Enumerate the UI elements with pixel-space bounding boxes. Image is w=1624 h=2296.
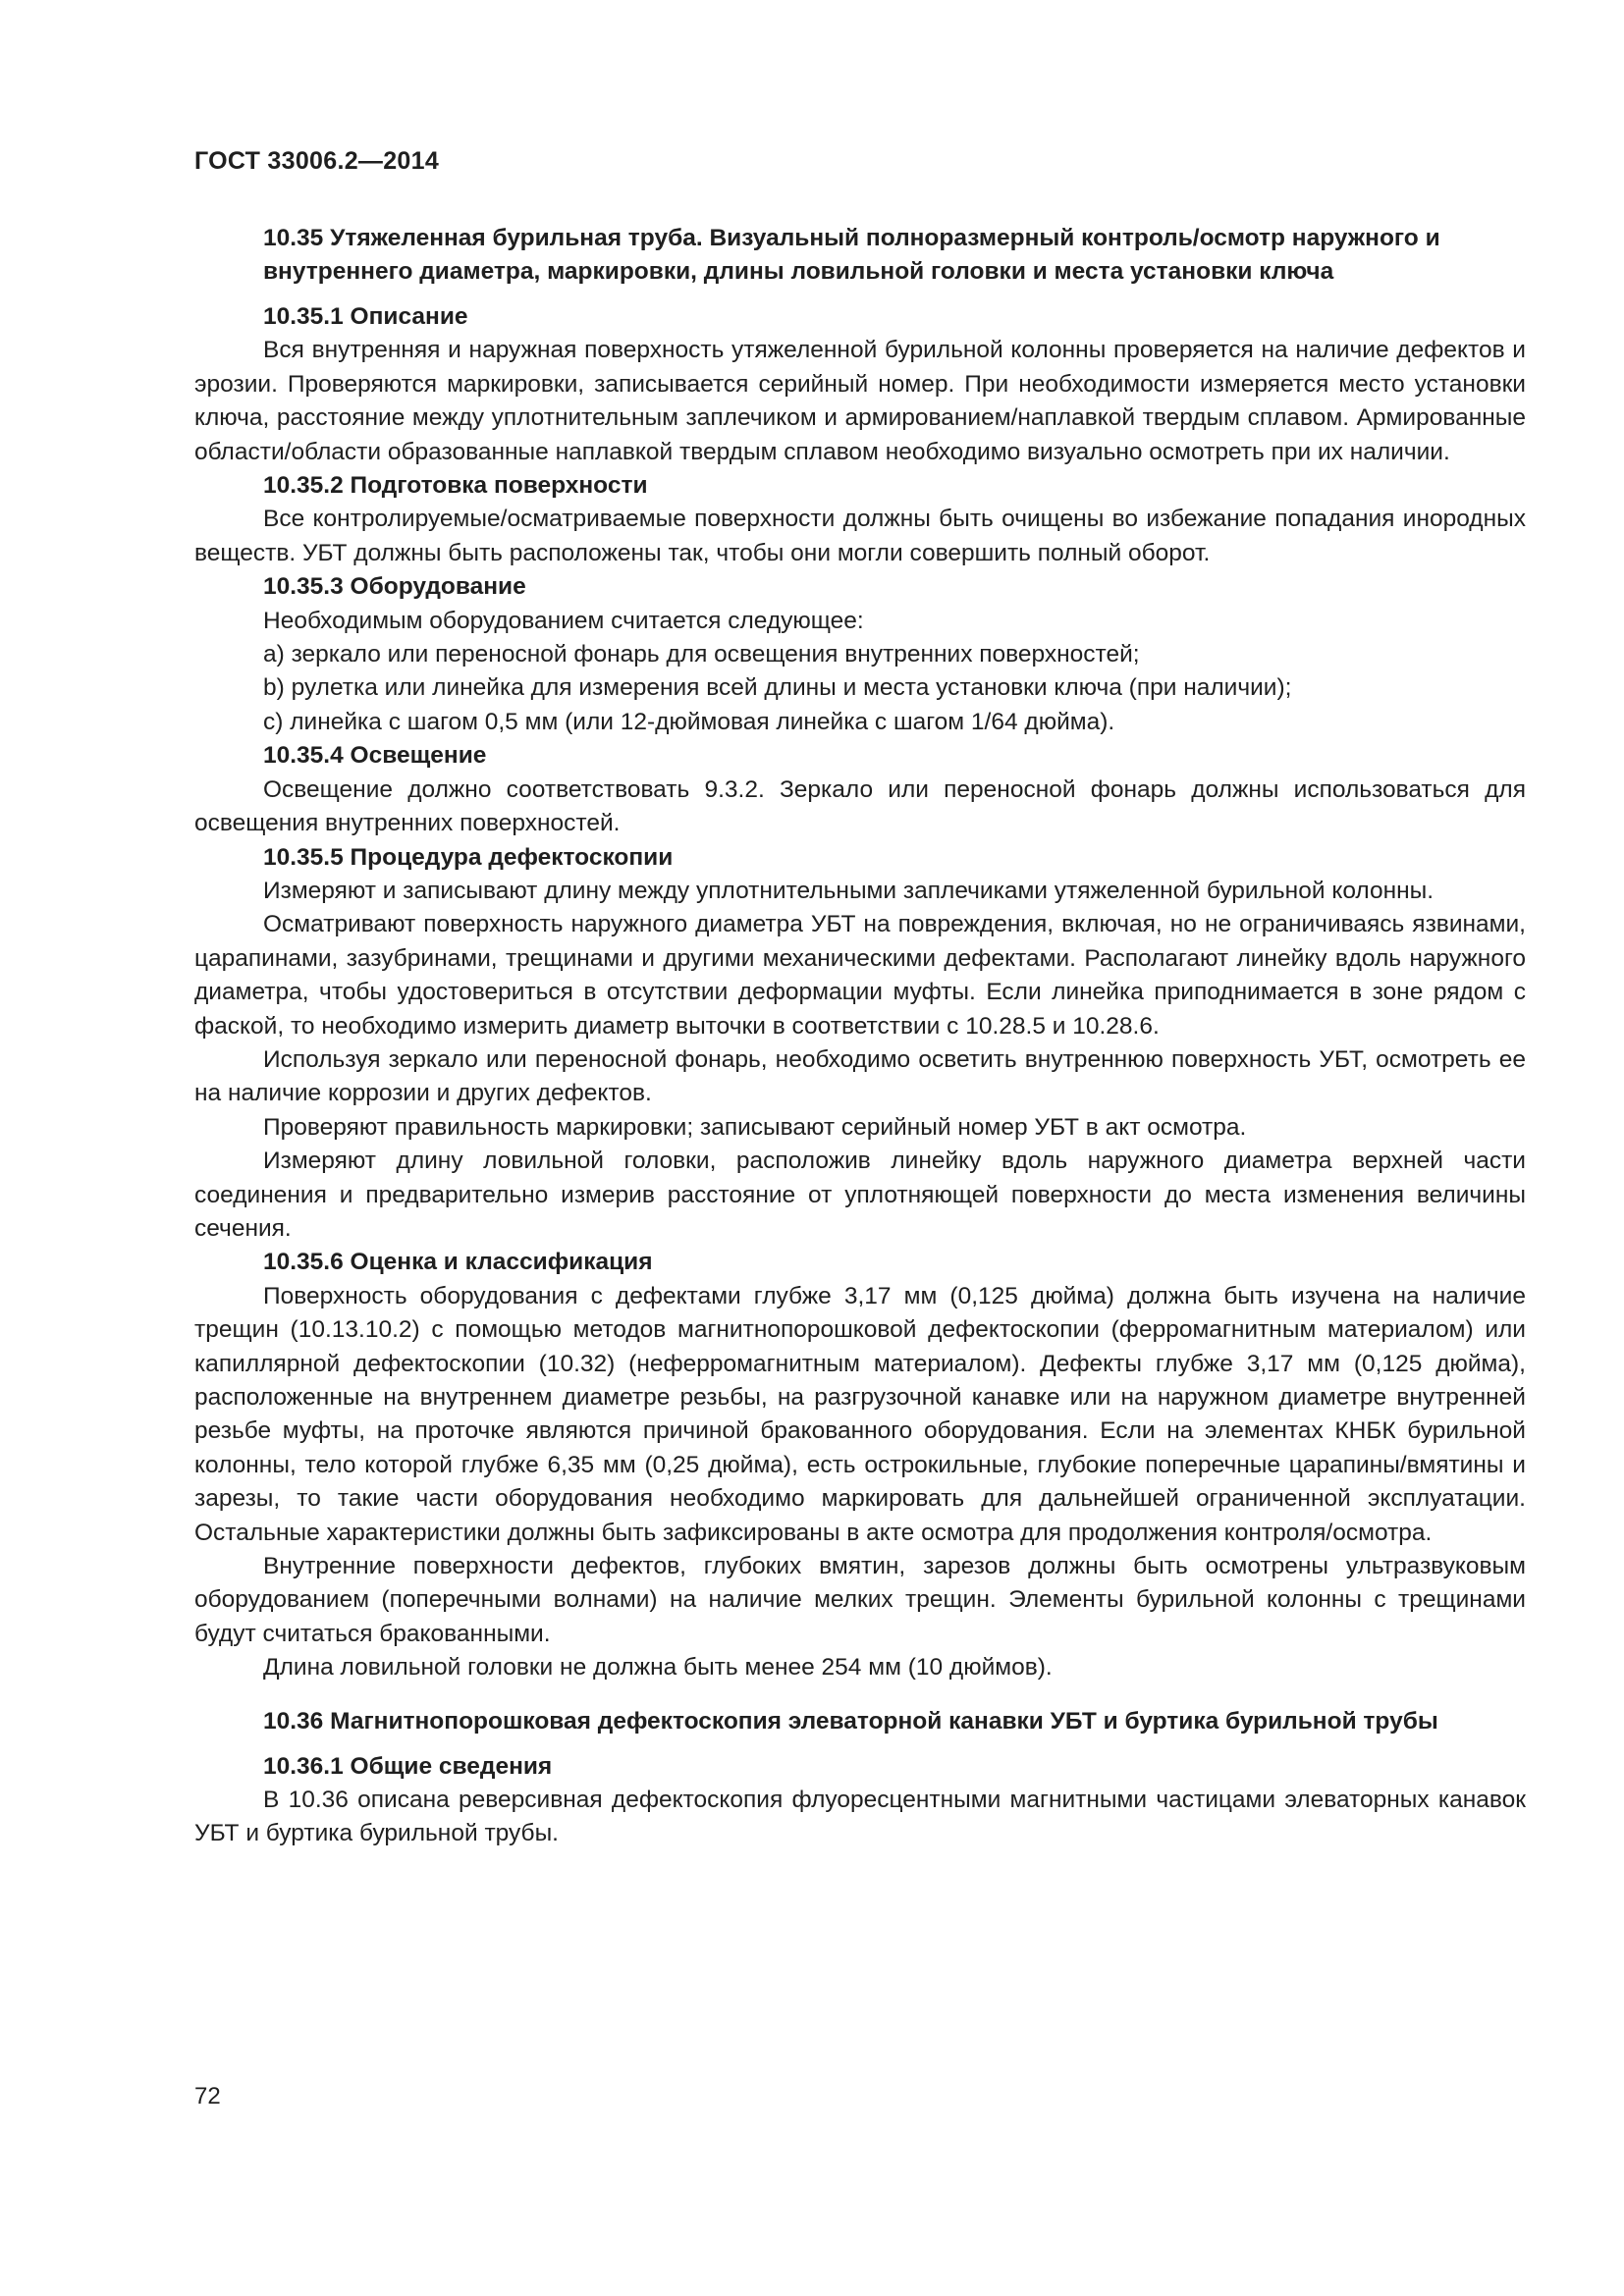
subsection-title-10-36-1: 10.36.1 Общие сведения [263, 1752, 553, 1780]
list-item: a) зеркало или переносной фонарь для освещения внутренних поверхностей; [263, 641, 1140, 668]
paragraph: Длина ловильной головки не должна быть менее 254 мм (10 дюймов). [263, 1654, 1053, 1682]
subsection-title-10-35-2: 10.35.2 Подготовка поверхности [263, 472, 648, 500]
paragraph: Вся внутренняя и наружная поверхность утяжеленной бурильной колонны проверяется на наличие дефектов и эрозии. Проверяются маркировки, записывается серийный номер. При необходимости измеряется место установки ключа, расстояние между уплотнительным заплечиком и армированием/наплавкой твердым сплавом. Армированные области/области образованные наплавкой твердым сплавом необходимо визуально осмотреть при их наличии. [194, 337, 1526, 465]
paragraph: Измеряют и записывают длину между уплотнительными заплечиками утяжеленной бурильной колонны. [263, 877, 1435, 904]
paragraph: Измеряют длину ловильной головки, расположив линейку вдоль наружного диаметра верхней части соединения и предварительно измерив расстояние от уплотняющей поверхности до места изменения величины сечения. [194, 1148, 1526, 1242]
section-title-10-35: 10.35 Утяжеленная бурильная труба. Визуальный полноразмерный контроль/осмотр наружного и внутреннего диаметра, маркировки, длины ловильной головки и места установки ключа [263, 225, 1440, 285]
document-number-header: ГОСТ 33006.2—2014 [194, 147, 440, 175]
list-item: b) рулетка или линейка для измерения всей длины и места установки ключа (при наличии); [263, 674, 1292, 702]
equipment-intro: Необходимым оборудованием считается следующее: [263, 607, 864, 634]
subsection-title-10-35-3: 10.35.3 Оборудование [263, 573, 526, 601]
page-content [194, 222, 1526, 1851]
paragraph: Внутренние поверхности дефектов, глубоких вмятин, зарезов должны быть осмотрены ультразвуковым оборудованием (поперечными волнами) на наличие мелких трещин. Элементы бурильной колонны с трещинами будут считаться бракованными. [194, 1553, 1526, 1647]
subsection-title-10-35-5: 10.35.5 Процедура дефектоскопии [263, 843, 674, 871]
paragraph: Все контролируемые/осматриваемые поверхности должны быть очищены во избежание попадания инородных веществ. УБТ должны быть расположены так, чтобы они могли совершить полный оборот. [194, 506, 1526, 566]
paragraph: Осматривают поверхность наружного диаметра УБТ на повреждения, включая, но не ограничиваясь язвинами, царапинами, зазубринами, трещинами и другими механическими дефектами. Располагают линейку вдоль наружного диаметра, чтобы удостовериться в отсутствии деформации муфты. Если линейка приподнимается в зоне рядом с фаской, то необходимо измерить диаметр выточки в соответствии с 10.28.5 и 10.28.6. [194, 911, 1526, 1040]
subsection-title-10-35-4: 10.35.4 Освещение [263, 742, 487, 770]
paragraph: Поверхность оборудования с дефектами глубже 3,17 мм (0,125 дюйма) должна быть изучена на наличие трещин (10.13.10.2) с помощью методов магнитнопорошковой дефектоскопии (ферромагнитным материалом) или капиллярной дефектоскопии (10.32) (неферромагнитным материалом). Дефекты глубже 3,17 мм (0,125 дюйма), расположенные на внутреннем диаметре резьбы, на разгрузочной канавке или на наружном диаметре внутренней резьбе муфты, на проточке являются причиной бракованного оборудования. Если на элементах КНБК бурильной колонны, тело которой глубже 6,35 мм (0,25 дюйма), есть острокильные, глубокие поперечные царапины/вмятины и зарезы, то такие части оборудования необходимо маркировать для дальнейшей ограниченной эксплуатации. Остальные характеристики должны быть зафиксированы в акте осмотра для продолжения контроля/осмотра. [194, 1282, 1526, 1546]
section-title-10-36: 10.36 Магнитнопорошковая дефектоскопия элеваторной канавки УБТ и буртика бурильной трубы [263, 1707, 1438, 1735]
paragraph: Используя зеркало или переносной фонарь, необходимо осветить внутреннюю поверхность УБТ, осмотреть ее на наличие коррозии и других дефектов. [194, 1045, 1526, 1107]
list-item: c) линейка с шагом 0,5 мм (или 12-дюймовая линейка с шагом 1/64 дюйма). [263, 708, 1115, 735]
subsection-title-10-35-6: 10.35.6 Оценка и классификация [263, 1249, 653, 1276]
paragraph: Освещение должно соответствовать 9.3.2. Зеркало или переносной фонарь должны использоваться для освещения внутренних поверхностей. [194, 775, 1526, 837]
paragraph: В 10.36 описана реверсивная дефектоскопия флуоресцентными магнитными частицами элеваторных канавок УБТ и буртика бурильной трубы. [194, 1787, 1526, 1847]
paragraph: Проверяют правильность маркировки; записывают серийный номер УБТ в акт осмотра. [263, 1113, 1247, 1141]
page-number: 72 [194, 2083, 221, 2109]
subsection-title-10-35-1: 10.35.1 Описание [263, 303, 468, 330]
